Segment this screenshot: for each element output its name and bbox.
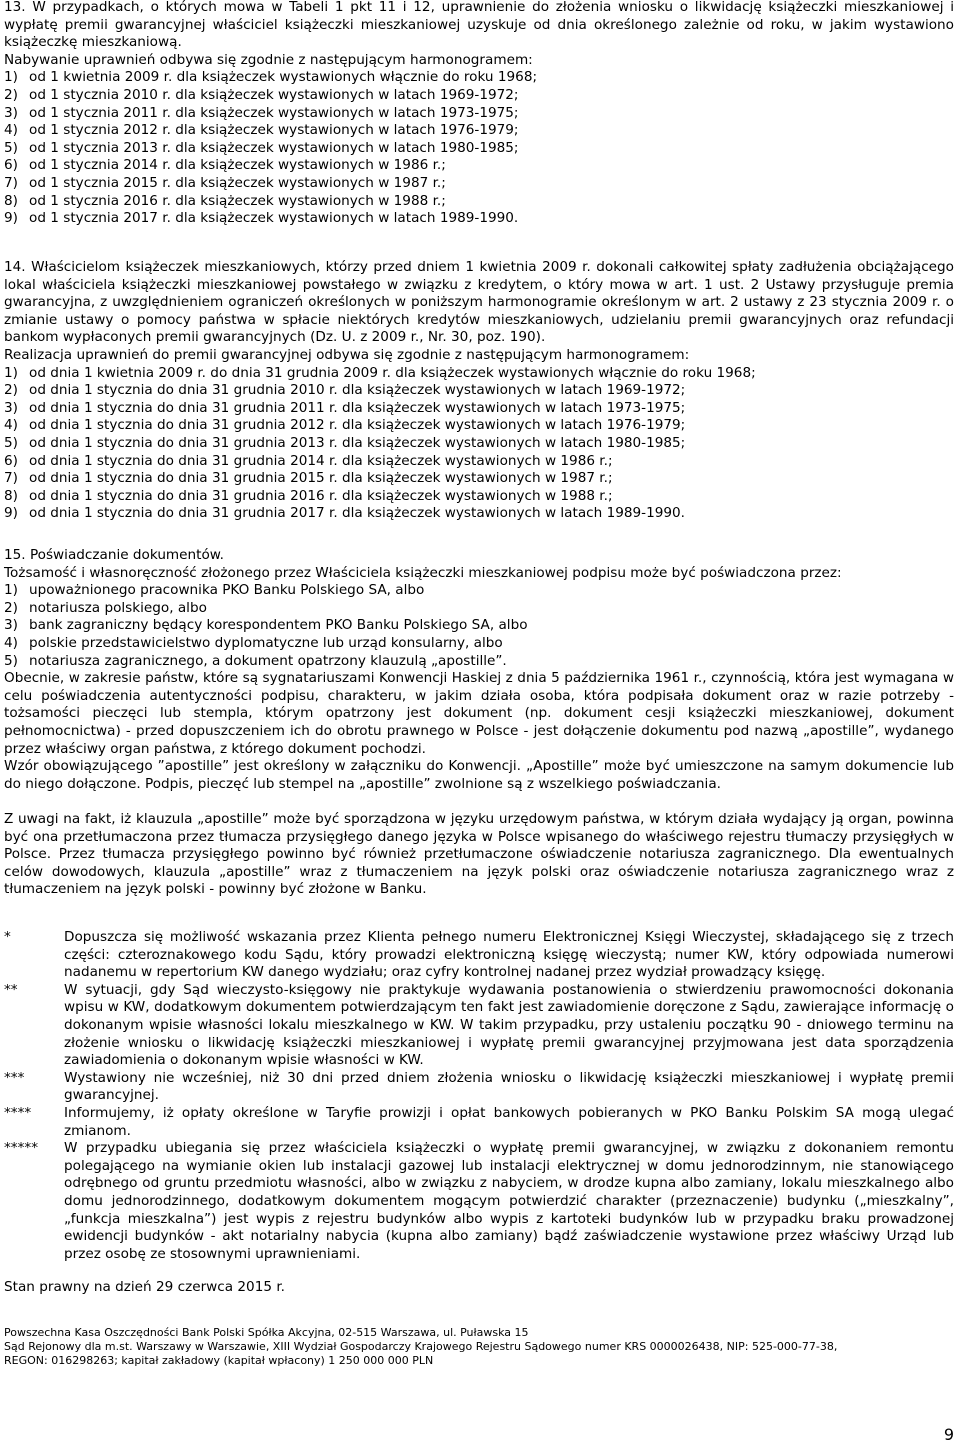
footnote <box>4 1105 954 1140</box>
footnote <box>4 1070 954 1105</box>
list-text: od 1 stycznia 2016 r. dla książeczek wystawionych w 1988 r.; <box>29 192 446 209</box>
list-number: 7) <box>4 470 18 487</box>
section-14 <box>4 259 954 523</box>
section-13 <box>4 0 954 228</box>
list-text: notariusza polskiego, albo <box>29 599 207 616</box>
list-number: 6) <box>4 157 18 174</box>
legal-status-date: Stan prawny na dzień 29 czerwca 2015 r. <box>4 1279 285 1295</box>
list-item <box>4 69 954 87</box>
list-item <box>4 488 954 506</box>
page-number: 9 <box>943 1425 954 1444</box>
section-15 <box>4 547 954 899</box>
list-number: 5) <box>4 139 18 156</box>
list-text: od dnia 1 kwietnia 2009 r. do dnia 31 grudnia 2009 r. dla książeczek wystawionych włącznie do roku 1968; <box>29 364 756 381</box>
footnote <box>4 1140 954 1263</box>
list-text: od dnia 1 stycznia do dnia 31 grudnia 2010 r. dla książeczek wystawionych w latach 1969-1972; <box>29 382 686 399</box>
list-item <box>4 140 954 158</box>
translation-paragraph: Z uwagi na fakt, iż klauzula „apostille” może być sporządzona w języku urzędowym państwa, w którym działa wydający ją organ, powinna być ona przetłumaczona przez tłumacza przysięgłego danego języka w Polsce wpisanego do właściwego rejestru tłumaczy przysięgłych w Polsce. Przez tłumacza przysięgłego powinno być również przetłumaczone oświadczenie notariusza zagranicznego. Dla ewentualnych celów dowodowych, klauzula „apostille” wraz z tłumaczeniem na język polski oraz oświadczenie notariusza zagranicznego wraz z tłumaczeniem na język polski - powinny być złożone w Banku. <box>4 810 954 898</box>
bank-footer-line: Powszechna Kasa Oszczędności Bank Polski Spółka Akcyjna, 02-515 Warszawa, ul. Puławska 15 <box>4 1326 529 1339</box>
list-item <box>4 505 954 523</box>
list-text: od dnia 1 stycznia do dnia 31 grudnia 2014 r. dla książeczek wystawionych w 1986 r.; <box>29 452 613 469</box>
list-item <box>4 157 954 175</box>
footnote <box>4 929 954 982</box>
list-item <box>4 453 954 471</box>
section-13-intro: 13. W przypadkach, o których mowa w Tabeli 1 pkt 11 i 12, uprawnienie do złożenia wniosku o likwidację książeczki mieszkaniowej i wypłatę premii gwarancyjnej właściciel książeczki mieszkaniowej uzyskuje od dnia określonego zależnie od roku, w jakim wystawiono książeczkę mieszkaniową. <box>4 0 954 51</box>
list-number: 2) <box>4 382 18 399</box>
list-text: od 1 stycznia 2017 r. dla książeczek wystawionych w latach 1989-1990. <box>29 210 519 227</box>
list-text: od 1 stycznia 2011 r. dla książeczek wystawionych w latach 1973-1975; <box>29 104 519 121</box>
list-text: od dnia 1 stycznia do dnia 31 grudnia 2013 r. dla książeczek wystawionych w latach 1980-1985; <box>29 434 686 451</box>
list-text: od 1 stycznia 2014 r. dla książeczek wystawionych w 1986 r.; <box>29 157 446 174</box>
list-number: 3) <box>4 617 18 634</box>
list-number: 9) <box>4 210 18 227</box>
list-item <box>4 600 954 618</box>
list-text: bank zagraniczny będący korespondentem PKO Banku Polskiego SA, albo <box>29 617 528 634</box>
list-text: polskie przedstawicielstwo dyplomatyczne lub urząd konsularny, albo <box>29 634 503 651</box>
list-item <box>4 175 954 193</box>
list-item <box>4 617 954 635</box>
section-14-list <box>4 365 954 523</box>
list-text: od 1 kwietnia 2009 r. dla książeczek wystawionych włącznie do roku 1968; <box>29 69 538 86</box>
list-item <box>4 365 954 383</box>
list-text: od dnia 1 stycznia do dnia 31 grudnia 2012 r. dla książeczek wystawionych w latach 1976-1979; <box>29 417 686 434</box>
list-number: 3) <box>4 399 18 416</box>
footnote-text: Dopuszcza się możliwość wskazania przez Klienta pełnego numeru Elektronicznej Księgi Wieczystej, składającego się z trzech części: czteroznakowego kodu Sądu, który prowadzi elektroniczną księgę wieczystą; numer KW, który odpowiada numerowi nadanemu w repertorium KW danego wydziału; oraz cyfry kontrolnej nadanej przez wydział prowadzący księgę. <box>64 929 954 981</box>
list-item <box>4 582 954 600</box>
list-number: 2) <box>4 86 18 103</box>
list-text: od 1 stycznia 2012 r. dla książeczek wystawionych w latach 1976-1979; <box>29 122 519 139</box>
list-item <box>4 653 954 671</box>
list-text: od dnia 1 stycznia do dnia 31 grudnia 2015 r. dla książeczek wystawionych w 1987 r.; <box>29 470 613 487</box>
footnote-text: Wystawiony nie wcześniej, niż 30 dni przed dniem złożenia wniosku o likwidację książeczki mieszkaniowej i wypłatę premii gwarancyjnej. <box>64 1069 954 1104</box>
list-item <box>4 122 954 140</box>
section-15-heading: 15. Poświadczanie dokumentów. <box>4 547 224 563</box>
list-item <box>4 400 954 418</box>
list-text: od dnia 1 stycznia do dnia 31 grudnia 2011 r. dla książeczek wystawionych w latach 1973-1975; <box>29 399 686 416</box>
list-number: 1) <box>4 364 18 381</box>
list-text: od 1 stycznia 2013 r. dla książeczek wystawionych w latach 1980-1985; <box>29 139 519 156</box>
list-number: 5) <box>4 434 18 451</box>
list-item <box>4 210 954 228</box>
list-number: 8) <box>4 192 18 209</box>
footnote <box>4 982 954 1070</box>
list-number: 3) <box>4 104 18 121</box>
list-number: 7) <box>4 174 18 191</box>
section-15-lead: Tożsamość i własnoręczność złożonego przez Właściciela książeczki mieszkaniowej podpisu może być poświadczona przez: <box>4 564 842 581</box>
footnote-marker: **** <box>4 1104 32 1121</box>
list-number: 4) <box>4 122 18 139</box>
list-item <box>4 417 954 435</box>
list-text: od 1 stycznia 2015 r. dla książeczek wystawionych w 1987 r.; <box>29 174 446 191</box>
apostille-paragraph: Obecnie, w zakresie państw, które są sygnatariuszami Konwencji Haskiej z dnia 5 października 1961 r., czynnością, która jest wymagana w celu poświadczenia autentyczności podpisu, charakteru, w jakim działa osoba, która podpisała dokument oraz w razie potrzeby - tożsamości pieczęci lub stempla, którym opatrzony jest dokument (np. dokument cesji książeczki mieszkaniowej, dokument pełnomocnictwa) - przed dopuszczeniem ich do obrotu prawnego w Polsce - jest dołączenie dokumentu pod nazwą „apostille”, wydanego przez właściwy organ państwa, z którego dokument pochodzi. <box>4 670 954 757</box>
footnote-marker: ** <box>4 981 18 998</box>
list-number: 5) <box>4 652 18 669</box>
list-number: 4) <box>4 634 18 651</box>
list-number: 8) <box>4 487 18 504</box>
apostille-template-paragraph: Wzór obowiązującego ”apostille” jest określony w załączniku do Konwencji. „Apostille” może być umieszczone na samym dokumencie lub do niego dołączone. Podpis, pieczęć lub stempel na „apostille” zwolnione są z wszelkiego poświadczania. <box>4 758 954 792</box>
section-13-list <box>4 69 954 227</box>
footnote-text: W sytuacji, gdy Sąd wieczysto-księgowy nie praktykuje wydawania postanowienia o stwierdzeniu prawomocności dokonania wpisu w KW, dodatkowym dokumentem potwierdzającym ten fakt jest zawiadomienie doręczone z Sądu, zawierające informację o dokonanym wpisie własności lokalu mieszkalnego w KW. W takim przypadku, przy ustaleniu początku 90 - dniowego terminu na złożenie wniosku o likwidację książeczki mieszkaniowej i wypłatę premii gwarancyjnej przyjmowana jest data sporządzenia zawiadomienia o dokonanym wpisie własności w KW. <box>64 981 954 1069</box>
list-number: 6) <box>4 452 18 469</box>
bank-footer-line: REGON: 016298263; kapitał zakładowy (kapitał wpłacony) 1 250 000 000 PLN <box>4 1354 434 1367</box>
spacer <box>4 793 954 811</box>
list-number: 9) <box>4 505 18 522</box>
list-number: 1) <box>4 582 18 599</box>
footnote-text: W przypadku ubiegania się przez właściciela książeczki o wypłatę premii gwarancyjnej, w związku z dokonaniem remontu polegającego na wymianie okien lub instalacji gazowej lub instalacji elektrycznej w domu jednorodzinnym, nie stanowiącego odrębnego od gruntu przedmiotu własności, albo w związku z nabyciem, w drodze kupna albo zamiany, lokalu mieszkalnego albo domu jednorodzinnego, dodatkowym dokumentem mogącym potwierdzić charakter (przeznaczenie) budynku („mieszkalny”, „funkcja mieszkalna”) jest wypis z rejestru budynków albo wypis z kartoteki budynków lub w przypadku braku prowadzonej ewidencji budynków - akt notarialny nabycia (kupna albo zamiany) bądź zaświadczenie wystawione przez właściwy Urząd lub przez osobę ze stosownymi uprawnieniami. <box>64 1140 954 1262</box>
list-item <box>4 470 954 488</box>
list-text: notariusza zagranicznego, a dokument opatrzony klauzulą „apostille”. <box>29 652 507 669</box>
footnote-marker: *** <box>4 1069 25 1086</box>
section-14-lead: Realizacja uprawnień do premii gwarancyjnej odbywa się zgodnie z następującym harmonogramem: <box>4 346 690 363</box>
footnote-marker: ***** <box>4 1140 38 1157</box>
list-number: 4) <box>4 417 18 434</box>
list-number: 1) <box>4 69 18 86</box>
footnotes <box>4 929 954 1263</box>
list-item <box>4 435 954 453</box>
list-number: 2) <box>4 599 18 616</box>
footnote-marker: * <box>4 929 11 945</box>
bank-footer <box>4 1326 954 1368</box>
list-text: upoważnionego pracownika PKO Banku Polskiego SA, albo <box>29 582 425 599</box>
list-text: od 1 stycznia 2010 r. dla książeczek wystawionych w latach 1969-1972; <box>29 86 519 103</box>
list-text: od dnia 1 stycznia do dnia 31 grudnia 2016 r. dla książeczek wystawionych w 1988 r.; <box>29 487 613 504</box>
list-text: od dnia 1 stycznia do dnia 31 grudnia 2017 r. dla książeczek wystawionych w latach 1989-1990. <box>29 505 685 522</box>
list-item <box>4 193 954 211</box>
list-item <box>4 105 954 123</box>
section-15-list <box>4 582 954 670</box>
section-13-lead: Nabywanie uprawnień odbywa się zgodnie z następującym harmonogramem: <box>4 51 533 68</box>
list-item <box>4 635 954 653</box>
bank-footer-line: Sąd Rejonowy dla m.st. Warszawy w Warszawie, XIII Wydział Gospodarczy Krajowego Rejestru Sądowego numer KRS 0000026438, NIP: 525-000-77-38, <box>4 1340 838 1353</box>
list-item <box>4 382 954 400</box>
list-item <box>4 87 954 105</box>
footnote-text: Informujemy, iż opłaty określone w Taryfie prowizji i opłat bankowych pobieranych w PKO Banku Polskim SA mogą ulegać zmianom. <box>64 1104 954 1139</box>
section-14-intro: 14. Właścicielom książeczek mieszkaniowych, którzy przed dniem 1 kwietnia 2009 r. dokonali całkowitej spłaty zadłużenia obciążającego lokal właściciela książeczki mieszkaniowej powstałego w związku z kredytem, o który mowa w art. 1 ust. 2 Ustawy przysługuje premia gwarancyjna, z uwzględnieniem ograniczeń określonych w poniższym harmonogramie określonym w art. 2 ustawy z 23 stycznia 2009 r. o zmianie ustawy o pomocy państwa w spłacie niektórych kredytów mieszkaniowych, udzielaniu premii gwarancyjnych oraz refundacji bankom wypłaconych premii gwarancyjnych (Dz. U. z 2009 r., Nr. 30, poz. 190). <box>4 259 954 346</box>
